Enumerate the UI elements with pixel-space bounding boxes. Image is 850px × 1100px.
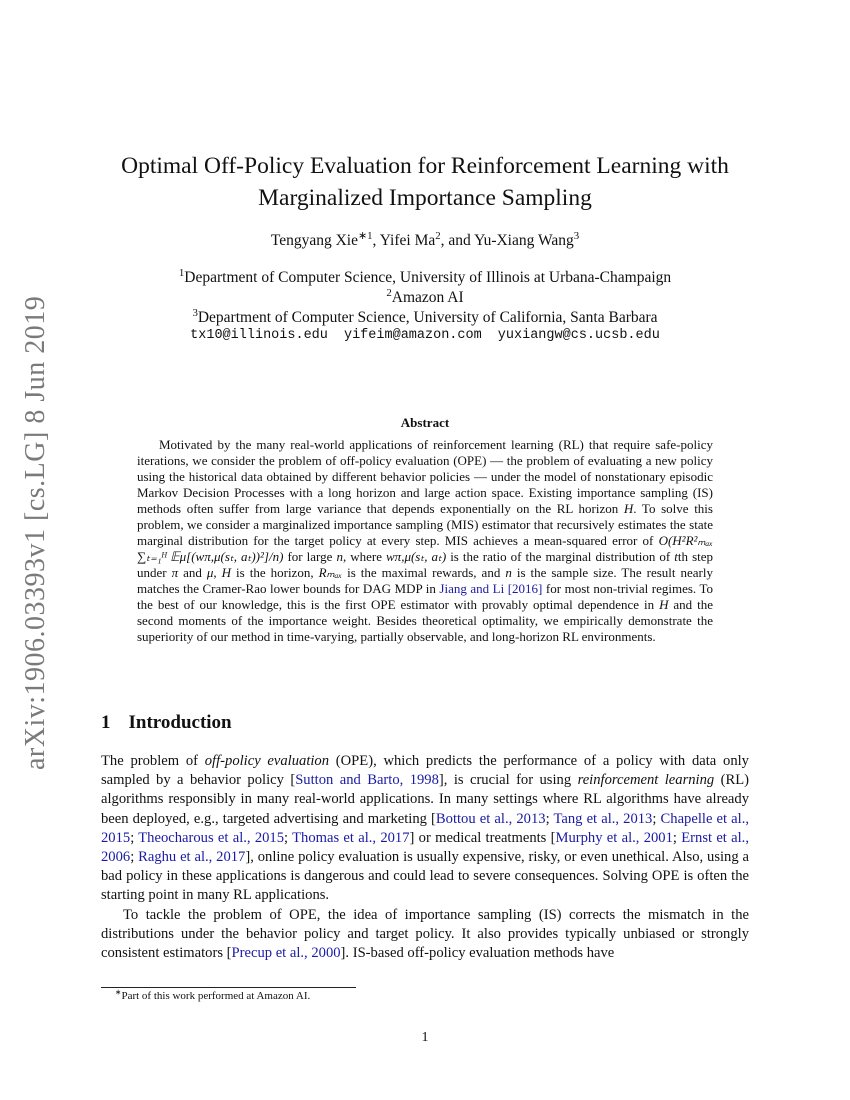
citation-link[interactable]: Precup et al., 2000: [231, 945, 341, 962]
citation-separator: ;: [545, 810, 554, 827]
abstract-text: is the horizon,: [231, 565, 319, 580]
affiliation: [80, 308, 770, 328]
body-text: To tackle the problem of OPE, the idea of importance sampling (IS) corrects the mismatch in the distributions under the behavior policy and target policy. It also provides typically unbiased or strongly consistent estimators [: [101, 906, 749, 962]
body-text: ] or medical treatments [: [409, 829, 556, 846]
citation-separator: ;: [130, 829, 139, 846]
abstract-text: for most non-trivial regimes. To the best of our knowledge, this is the first OPE estimator with provably optimal dependence in: [137, 581, 713, 612]
page-number: 1: [421, 1030, 429, 1045]
math-symbol: Rₘₐₓ: [318, 565, 343, 580]
math-symbol: H: [659, 597, 669, 612]
footnote-mark: ∗: [115, 987, 122, 997]
citation-link[interactable]: Chapelle et al., 2015: [101, 810, 750, 846]
body-text: (OPE), which predicts the performance of a policy with data only sampled by a behavior policy [: [101, 753, 749, 789]
author-mark: ∗1: [358, 229, 373, 242]
author-emails: tx10@illinois.edu yifeim@amazon.com yuxiangw@cs.ucsb.edu: [190, 328, 660, 343]
affiliation-mark: 1: [178, 266, 185, 279]
author-separator: ,: [372, 232, 380, 249]
author-name: Yu-Xiang Wang: [474, 232, 574, 249]
math-symbol: π: [171, 565, 179, 580]
section-heading: [101, 712, 232, 734]
citation-link[interactable]: Murphy et al., 2001: [555, 829, 673, 846]
citation-separator: ;: [672, 829, 682, 846]
citation-link[interactable]: Sutton and Barto, 1998: [295, 772, 439, 789]
author-separator: , and: [440, 232, 475, 249]
body-text: ]. IS-based off-policy evaluation methods have: [340, 945, 615, 962]
author-name: Yifei Ma: [379, 232, 436, 249]
citation-separator: ;: [284, 829, 293, 846]
math-symbol: t: [674, 549, 678, 564]
section-title: Introduction: [128, 712, 232, 733]
citation-link[interactable]: Jiang and Li: [439, 581, 505, 596]
citation-separator: ;: [652, 810, 661, 827]
emphasis-text: off-policy evaluation: [204, 753, 330, 769]
math-symbol: H: [221, 565, 232, 580]
paper-title: [80, 150, 770, 214]
weight-formula: wπ,μ(sₜ, aₜ): [386, 549, 447, 564]
author-mark: 2: [435, 229, 441, 242]
footnote-rule: [101, 987, 356, 988]
affiliation-mark: 2: [386, 286, 392, 299]
abstract-body: [137, 437, 713, 645]
footnote-text: Part of this work performed at Amazon AI.: [121, 990, 311, 1002]
abstract-text: th step under: [137, 549, 714, 580]
citation-link[interactable]: Raghu et al., 2017: [138, 849, 246, 866]
abstract-text: is the maximal rewards, and: [342, 565, 506, 580]
body-text: ], online policy evaluation is usually expensive, risky, or even unethical. Also, using a bad policy in these applications is dangerous and could lead to severe consequences. Solving OPE is often the starting point in many RL applications.: [101, 849, 749, 904]
citation-link[interactable]: Tang et al., 2013: [553, 810, 653, 827]
citation-link[interactable]: Ernst et al., 2006: [101, 829, 749, 866]
citation-link[interactable]: [2016]: [507, 581, 543, 596]
footnote: [115, 987, 311, 1002]
citation-separator: ;: [130, 849, 139, 866]
affiliation-text: Department of Computer Science, University of Illinois at Urbana-Champaign: [184, 269, 672, 286]
author-list: [100, 229, 750, 250]
author-name: Tengyang Xie: [270, 232, 358, 249]
title-line-2: Marginalized Importance Sampling: [258, 185, 592, 211]
emphasis-text: reinforcement learning: [577, 772, 715, 789]
body-text: (RL) algorithms responsibly in many real-world applications. In many settings where RL algorithms have already been deployed, e.g., targeted advertising and marketing [: [101, 772, 750, 827]
abstract-text: for large: [283, 549, 337, 564]
abstract-text: is the sample size. The result nearly matches the Cramer-Rao lower bounds for DAG MDP in: [137, 565, 713, 596]
affiliation-text: Amazon AI: [391, 289, 464, 306]
title-line-1: Optimal Off-Policy Evaluation for Reinforcement Learning with: [121, 153, 729, 179]
introduction-body: [101, 752, 749, 963]
citation-link[interactable]: Thomas et al., 2017: [292, 829, 410, 846]
body-text: ], is crucial for using: [438, 772, 578, 789]
paragraph: [101, 752, 749, 906]
affiliation-list: [80, 268, 770, 328]
arxiv-identifier-stamp: arXiv:1906.03393v1 [cs.LG] 8 Jun 2019: [20, 295, 51, 770]
body-text: The problem of: [101, 753, 205, 769]
section-number: 1: [101, 712, 111, 733]
math-symbol: μ: [206, 565, 214, 580]
affiliation: [80, 268, 770, 288]
citation-link[interactable]: Bottou et al., 2013: [435, 810, 546, 827]
abstract-text: ,: [213, 565, 222, 580]
abstract-text: and the second moments of the importance weight. Besides theoretical optimality, we empirically demonstrate the superiority of our method in time-varying, partially observable, and long-horizon RL environments.: [137, 597, 714, 644]
author-mark: 3: [573, 229, 580, 242]
abstract-text: . To solve this problem, we consider a marginalized importance sampling (MIS) estimator that recursively estimates the state marginal distribution for the target policy at every step. MIS achieves a mean-squared error of: [137, 501, 713, 548]
abstract-text: Motivated by the many real-world applications of reinforcement learning (RL) that require safe-policy iterations, we consider the problem of off-policy evaluation (OPE) — the problem of evaluating a new policy using the historical data obtained by different behavior policies — under the model of nonstationary episodic Markov Decision Processes with a long horizon and large action space. Existing importance sampling (IS) methods often suffer from large variance that depends exponentially on the RL horizon: [137, 437, 713, 516]
affiliation-text: Department of Computer Science, University of California, Santa Barbara: [197, 309, 658, 326]
math-symbol: n: [336, 549, 343, 564]
math-symbol: n: [505, 565, 512, 580]
affiliation-mark: 3: [192, 306, 198, 319]
abstract-text: , where: [342, 549, 387, 564]
abstract-text: and: [178, 565, 207, 580]
affiliation: [80, 288, 770, 308]
paragraph: [101, 906, 749, 964]
mse-formula: O(H²R²ₘₐₓ ∑ₜ₌₁ᴴ 𝔼μ[(wπ,μ(sₜ, aₜ))²]/n): [137, 533, 713, 564]
citation-link[interactable]: Theocharous et al., 2015: [138, 829, 285, 846]
math-symbol: H: [623, 501, 634, 516]
abstract-text: is the ratio of the marginal distribution of: [446, 549, 675, 564]
abstract-heading: Abstract: [400, 415, 450, 430]
